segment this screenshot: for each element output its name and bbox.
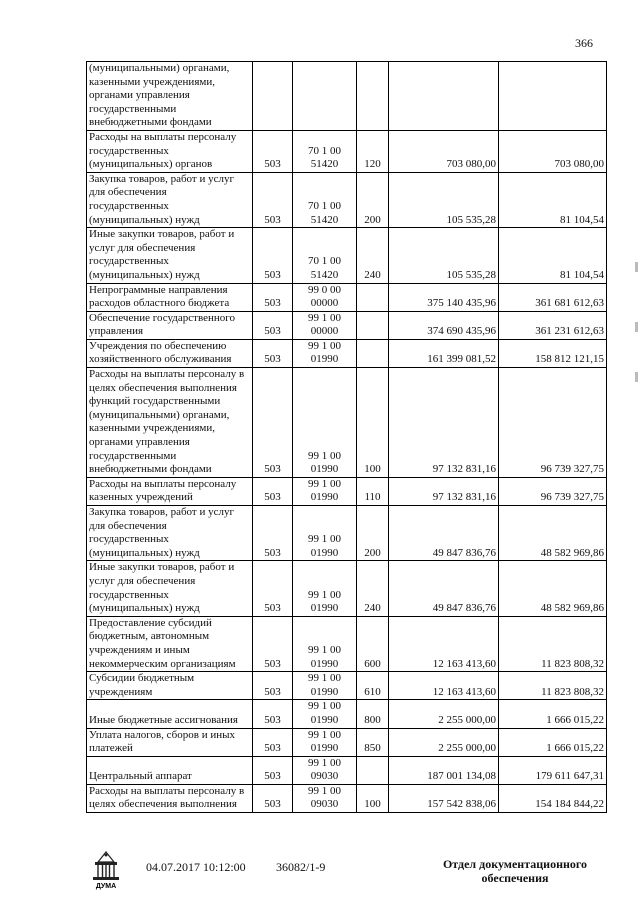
cell-amount-planned: 375 140 435,96 bbox=[389, 283, 499, 311]
cell-expense-type bbox=[357, 311, 389, 339]
cell-expense-type bbox=[357, 283, 389, 311]
cell-amount-executed: 48 582 969,86 bbox=[499, 561, 607, 616]
cell-article: 99 1 00 01990 bbox=[293, 339, 357, 367]
page-number: 366 bbox=[575, 36, 593, 50]
cell-name: Расходы на выплаты персоналу государственных (муниципальных) органов bbox=[87, 130, 253, 172]
cell-amount-executed: 703 080,00 bbox=[499, 130, 607, 172]
table-row bbox=[87, 477, 607, 505]
table-row bbox=[87, 62, 607, 131]
cell-expense-type: 100 bbox=[357, 784, 389, 812]
cell-article: 99 1 00 01990 bbox=[293, 506, 357, 561]
cell-amount-executed: 96 739 327,75 bbox=[499, 477, 607, 505]
cell-amount-executed: 11 823 808,32 bbox=[499, 672, 607, 700]
cell-article: 99 1 00 01990 bbox=[293, 616, 357, 671]
svg-text:ДУМА: ДУМА bbox=[95, 883, 117, 890]
cell-amount-planned: 97 132 831,16 bbox=[389, 368, 499, 478]
department-line-1: Отдел документационного bbox=[442, 857, 588, 871]
scan-edge-mark bbox=[635, 322, 638, 332]
cell-section: 503 bbox=[253, 283, 293, 311]
cell-section: 503 bbox=[253, 228, 293, 283]
cell-name: (муниципальными) органами, казенными учреждениями, органами управления государственными внебюджетными фондами bbox=[87, 62, 253, 131]
cell-section: 503 bbox=[253, 339, 293, 367]
cell-expense-type: 200 bbox=[357, 172, 389, 227]
cell-section: 503 bbox=[253, 700, 293, 728]
cell-amount-executed: 81 104,54 bbox=[499, 228, 607, 283]
table-row bbox=[87, 672, 607, 700]
table-row bbox=[87, 561, 607, 616]
cell-amount-planned: 97 132 831,16 bbox=[389, 477, 499, 505]
cell-amount-planned: 2 255 000,00 bbox=[389, 700, 499, 728]
cell-amount-planned: 374 690 435,96 bbox=[389, 311, 499, 339]
cell-article: 99 1 00 01990 bbox=[293, 672, 357, 700]
cell-section: 503 bbox=[253, 561, 293, 616]
cell-amount-executed: 96 739 327,75 bbox=[499, 368, 607, 478]
cell-article: 99 1 00 01990 bbox=[293, 700, 357, 728]
cell-amount-planned: 49 847 836,76 bbox=[389, 561, 499, 616]
cell-section: 503 bbox=[253, 506, 293, 561]
cell-expense-type: 240 bbox=[357, 561, 389, 616]
footer-datetime: 04.07.2017 10:12:00 bbox=[146, 860, 246, 874]
cell-amount-planned: 157 542 838,06 bbox=[389, 784, 499, 812]
cell-expense-type bbox=[357, 756, 389, 784]
cell-article: 99 1 00 01990 bbox=[293, 477, 357, 505]
cell-amount-planned: 2 255 000,00 bbox=[389, 728, 499, 756]
table-row bbox=[87, 339, 607, 367]
cell-section: 503 bbox=[253, 130, 293, 172]
cell-section: 503 bbox=[253, 756, 293, 784]
cell-amount-planned: 105 535,28 bbox=[389, 172, 499, 227]
cell-amount-executed: 179 611 647,31 bbox=[499, 756, 607, 784]
cell-amount-planned: 187 001 134,08 bbox=[389, 756, 499, 784]
cell-expense-type: 120 bbox=[357, 130, 389, 172]
cell-section: 503 bbox=[253, 784, 293, 812]
cell-section: 503 bbox=[253, 172, 293, 227]
cell-amount-planned: 703 080,00 bbox=[389, 130, 499, 172]
department-line-2: обеспечения bbox=[481, 871, 549, 885]
cell-amount-executed: 154 184 844,22 bbox=[499, 784, 607, 812]
cell-expense-type bbox=[357, 339, 389, 367]
footer-document-number: 36082/1-9 bbox=[276, 860, 326, 874]
table-row bbox=[87, 784, 607, 812]
cell-amount-executed: 48 582 969,86 bbox=[499, 506, 607, 561]
cell-section: 503 bbox=[253, 728, 293, 756]
table-row bbox=[87, 756, 607, 784]
table-row bbox=[87, 283, 607, 311]
cell-amount-executed: 361 231 612,63 bbox=[499, 311, 607, 339]
cell-article: 99 0 00 00000 bbox=[293, 283, 357, 311]
cell-article: 99 1 00 01990 bbox=[293, 368, 357, 478]
scan-edge-mark bbox=[635, 262, 638, 272]
cell-name: Обеспечение государственного управления bbox=[87, 311, 253, 339]
cell-expense-type: 800 bbox=[357, 700, 389, 728]
footer-department bbox=[430, 857, 600, 885]
cell-amount-executed: 81 104,54 bbox=[499, 172, 607, 227]
cell-name: Учреждения по обеспечению хозяйственного обслуживания bbox=[87, 339, 253, 367]
budget-table bbox=[86, 61, 607, 813]
cell-name: Расходы на выплаты персоналу в целях обеспечения выполнения функций государственными (муниципальными) органами, казенными учреждениями, органами управления государственными внебюджетными фондами bbox=[87, 368, 253, 478]
table-row bbox=[87, 172, 607, 227]
cell-amount-planned bbox=[389, 62, 499, 131]
cell-expense-type bbox=[357, 62, 389, 131]
table-row bbox=[87, 311, 607, 339]
table-row bbox=[87, 616, 607, 671]
cell-name: Иные закупки товаров, работ и услуг для обеспечения государственных (муниципальных) нужд bbox=[87, 561, 253, 616]
cell-amount-executed: 11 823 808,32 bbox=[499, 616, 607, 671]
table-row bbox=[87, 130, 607, 172]
cell-expense-type: 110 bbox=[357, 477, 389, 505]
cell-name: Субсидии бюджетным учреждениям bbox=[87, 672, 253, 700]
table-row bbox=[87, 728, 607, 756]
table-row bbox=[87, 506, 607, 561]
cell-article: 70 1 00 51420 bbox=[293, 172, 357, 227]
table-body bbox=[87, 62, 607, 813]
cell-article: 99 1 00 01990 bbox=[293, 728, 357, 756]
cell-expense-type: 100 bbox=[357, 368, 389, 478]
cell-name: Иные закупки товаров, работ и услуг для обеспечения государственных (муниципальных) нужд bbox=[87, 228, 253, 283]
cell-amount-planned: 49 847 836,76 bbox=[389, 506, 499, 561]
cell-amount-executed: 158 812 121,15 bbox=[499, 339, 607, 367]
cell-section: 503 bbox=[253, 311, 293, 339]
cell-amount-planned: 12 163 413,60 bbox=[389, 616, 499, 671]
cell-name: Уплата налогов, сборов и иных платежей bbox=[87, 728, 253, 756]
cell-section: 503 bbox=[253, 477, 293, 505]
cell-article: 70 1 00 51420 bbox=[293, 228, 357, 283]
cell-section: 503 bbox=[253, 672, 293, 700]
cell-amount-executed: 361 681 612,63 bbox=[499, 283, 607, 311]
cell-article: 70 1 00 51420 bbox=[293, 130, 357, 172]
cell-article bbox=[293, 62, 357, 131]
cell-name: Расходы на выплаты персоналу в целях обеспечения выполнения bbox=[87, 784, 253, 812]
cell-amount-executed bbox=[499, 62, 607, 131]
footer bbox=[0, 850, 640, 900]
cell-expense-type: 240 bbox=[357, 228, 389, 283]
cell-article: 99 1 00 00000 bbox=[293, 311, 357, 339]
cell-amount-executed: 1 666 015,22 bbox=[499, 700, 607, 728]
cell-amount-planned: 105 535,28 bbox=[389, 228, 499, 283]
cell-expense-type: 850 bbox=[357, 728, 389, 756]
cell-expense-type: 200 bbox=[357, 506, 389, 561]
cell-name: Непрограммные направления расходов областного бюджета bbox=[87, 283, 253, 311]
duma-emblem-icon bbox=[88, 850, 124, 894]
cell-name: Закупка товаров, работ и услуг для обеспечения государственных (муниципальных) нужд bbox=[87, 172, 253, 227]
cell-expense-type: 610 bbox=[357, 672, 389, 700]
cell-name: Иные бюджетные ассигнования bbox=[87, 700, 253, 728]
cell-amount-executed: 1 666 015,22 bbox=[499, 728, 607, 756]
cell-article: 99 1 00 09030 bbox=[293, 784, 357, 812]
table-row bbox=[87, 700, 607, 728]
table-row bbox=[87, 368, 607, 478]
scan-edge-mark bbox=[635, 372, 638, 382]
cell-article: 99 1 00 01990 bbox=[293, 561, 357, 616]
cell-amount-planned: 161 399 081,52 bbox=[389, 339, 499, 367]
cell-section: 503 bbox=[253, 616, 293, 671]
cell-name: Предоставление субсидий бюджетным, автономным учреждениям и иным некоммерческим организациям bbox=[87, 616, 253, 671]
cell-expense-type: 600 bbox=[357, 616, 389, 671]
cell-article: 99 1 00 09030 bbox=[293, 756, 357, 784]
cell-name: Расходы на выплаты персоналу казенных учреждений bbox=[87, 477, 253, 505]
cell-name: Центральный аппарат bbox=[87, 756, 253, 784]
cell-name: Закупка товаров, работ и услуг для обеспечения государственных (муниципальных) нужд bbox=[87, 506, 253, 561]
cell-amount-planned: 12 163 413,60 bbox=[389, 672, 499, 700]
cell-section: 503 bbox=[253, 368, 293, 478]
cell-section bbox=[253, 62, 293, 131]
table-row bbox=[87, 228, 607, 283]
